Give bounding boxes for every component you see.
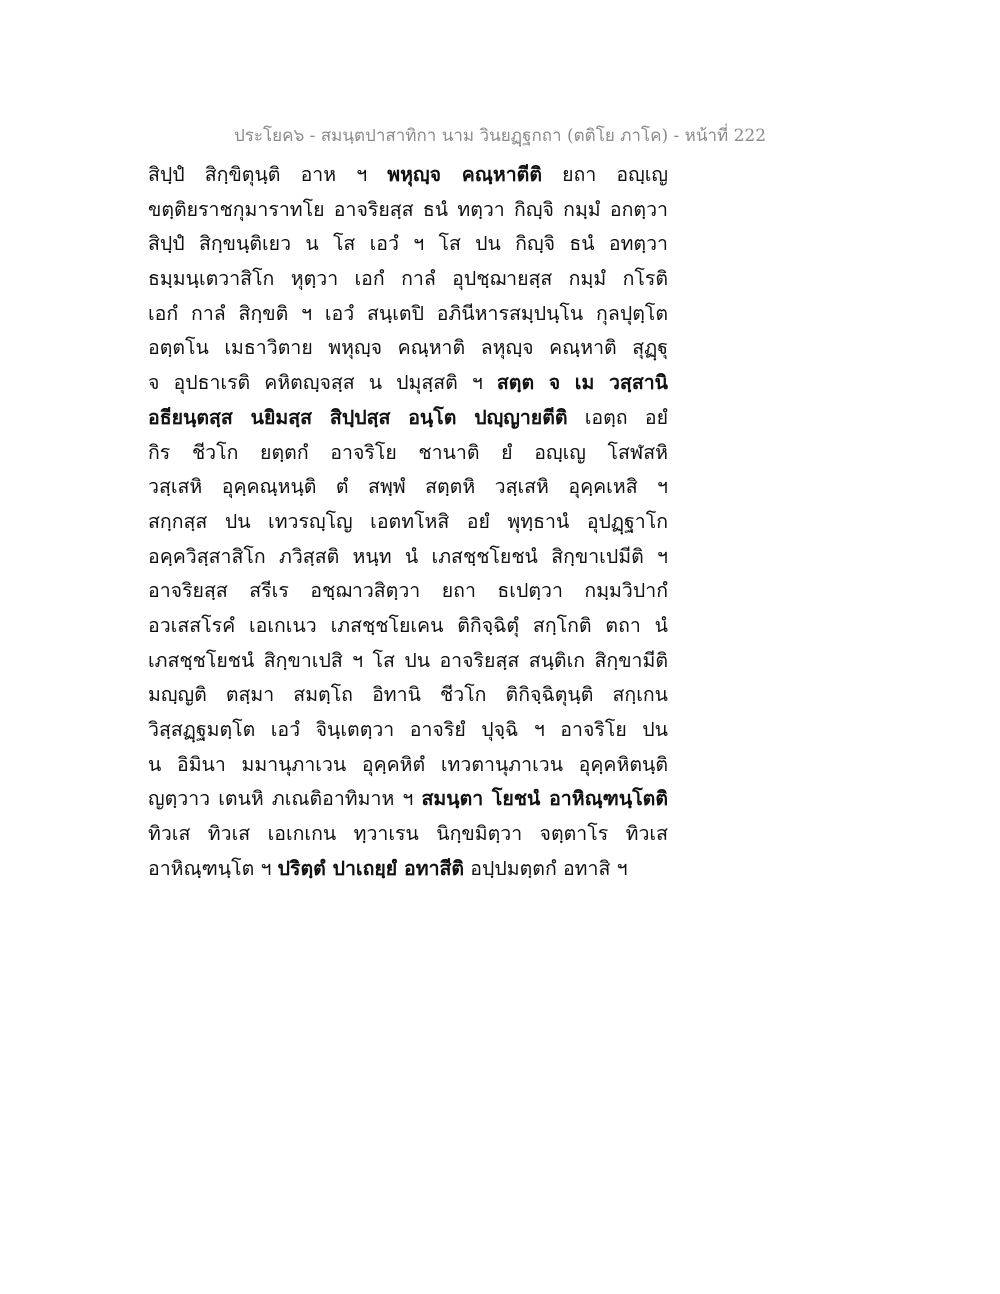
- text-segment: มญฺญติ ตสฺมา สมตฺโถ อิทานิ ชีวโก ติกิจฺฉิตุนฺติ สกฺเกน: [148, 683, 668, 707]
- text-line: [148, 678, 668, 713]
- text-line: [148, 713, 668, 748]
- text-line: [148, 644, 668, 679]
- text-segment: จ อุปธาเรติ คหิตญฺจสฺส น ปมุสฺสติ ฯ: [148, 371, 497, 395]
- bold-text-segment: ปริตฺตํ ปาเถยฺยํ อทาสีติ: [277, 856, 465, 880]
- text-segment: เอกํ กาลํ สิกฺขติ ฯ เอวํ สนฺเตปิ อภินีหารสมฺปนฺโน กุลปุตฺโต: [148, 301, 668, 325]
- bold-text-segment: พหุญฺจ คณฺหาตีติ: [387, 163, 542, 186]
- text-line: [148, 227, 668, 262]
- bold-text-segment: อธียนฺตสฺส นยิมสฺส สิปฺปสฺส อนฺโต ปญฺญายตีติ: [148, 405, 568, 429]
- text-segment: กิร ชีวโก ยตฺตกํ อาจริโย ชานาติ ยํ อญฺเญ โสฬสหิ: [148, 440, 668, 464]
- text-line: [148, 297, 668, 332]
- text-segment: วิสฺสฏฺฐมตฺโต เอวํ จินฺเตตฺวา อาจริยํ ปุจฺฉิ ฯ อาจริโย ปน: [148, 718, 668, 741]
- text-segment: ญตฺวาว เตนหิ ภเณติอาทิมาห ฯ: [148, 787, 422, 811]
- body-text: [148, 158, 668, 886]
- text-line: [148, 540, 668, 575]
- text-line: [148, 470, 668, 505]
- text-line: [148, 852, 668, 887]
- text-line: [148, 574, 668, 609]
- text-line: [148, 158, 668, 193]
- text-line: [148, 817, 668, 852]
- text-line: [148, 331, 668, 366]
- text-segment: วสฺเสหิ อุคฺคณฺหนฺติ ตํ สพฺพํ สตฺตหิ วสฺเสหิ อุคฺคเหสิ ฯ: [148, 475, 668, 499]
- text-segment: อาหิณฺฑนฺโต ฯ: [148, 856, 278, 880]
- text-segment: ขตฺติยราชกุมาราทโย อาจริยสฺส ธนํ ทตฺวา กิญฺจิ กมฺมํ อกตฺวา: [148, 197, 668, 221]
- text-line: [148, 609, 668, 644]
- text-segment: ทิวเส ทิวเส เอเกเกน ทฺวาเรน นิกฺขมิตฺวา จตฺตาโร ทิวเส: [148, 822, 668, 846]
- text-line: [148, 436, 668, 471]
- text-segment: อาจริยสฺส สรีเร อชฺฌาวสิตฺวา ยถา ธเปตฺวา กมฺมวิปากํ: [148, 579, 668, 603]
- text-line: [148, 262, 668, 297]
- text-line: [148, 193, 668, 228]
- text-segment: อคฺควิสฺสาสิโก ภวิสฺสติ หนฺท นํ เภสชฺชโยชนํ สิกฺขาเปมีติ ฯ: [148, 544, 668, 568]
- text-segment: เอตฺถ อยํ: [567, 405, 668, 429]
- bold-text-segment: สตฺต จ เม วสฺสานิ: [496, 371, 669, 395]
- text-segment: เภสชฺชโยชนํ สิกฺขาเปสิ ฯ โส ปน อาจริยสฺส สนฺติเก สิกฺขามีติ: [148, 648, 668, 672]
- text-segment: น อิมินา มมานุภาเวน อุคฺคหิตํ เทวตานุภาเวน อุคฺคหิตนฺติ: [148, 752, 668, 776]
- text-segment: อตฺตโน เมธาวิตาย พหุญฺจ คณฺหาติ ลหุญฺจ คณฺหาติ สุฏฺฐุ: [148, 336, 668, 360]
- text-segment: สิปฺปํ สิกฺขิตุนฺติ อาห ฯ: [148, 163, 388, 186]
- text-line: [148, 782, 668, 817]
- text-segment: สิปฺปํ สิกฺขนฺติเยว น โส เอวํ ฯ โส ปน กิญฺจิ ธนํ อทตฺวา: [148, 232, 668, 256]
- text-segment: ยถา อญฺเญ: [541, 163, 668, 186]
- text-segment: ธมฺมนฺเตวาสิโก หุตฺวา เอกํ กาลํ อุปชฺฌายสฺส กมฺมํ กโรติ: [148, 267, 668, 291]
- text-segment: อวเสสโรคํ เอเกเนว เภสชฺชโยเคน ติกิจฺฉิตุํ สกฺโกติ ตถา นํ: [148, 613, 668, 637]
- text-segment: สกฺกสฺส ปน เทวรญฺโญ เอตทโหสิ อยํ พุทฺธานํ อุปฏฺฐาโก: [148, 509, 668, 533]
- text-line: [148, 401, 668, 436]
- bold-text-segment: สมนฺตา โยชนํ อาหิณฺฑนฺโตติ: [421, 787, 668, 811]
- text-line: [148, 505, 668, 540]
- text-line: [148, 366, 668, 401]
- text-line: [148, 748, 668, 783]
- running-header: ประโยค๖ - สมนฺตปาสาทิกา นาม วินยฏฺฐกถา (ตติโย ภาโค) - หน้าที่ 222: [233, 126, 767, 146]
- text-segment: อปฺปมตฺตกํ อทาสิ ฯ: [464, 856, 628, 880]
